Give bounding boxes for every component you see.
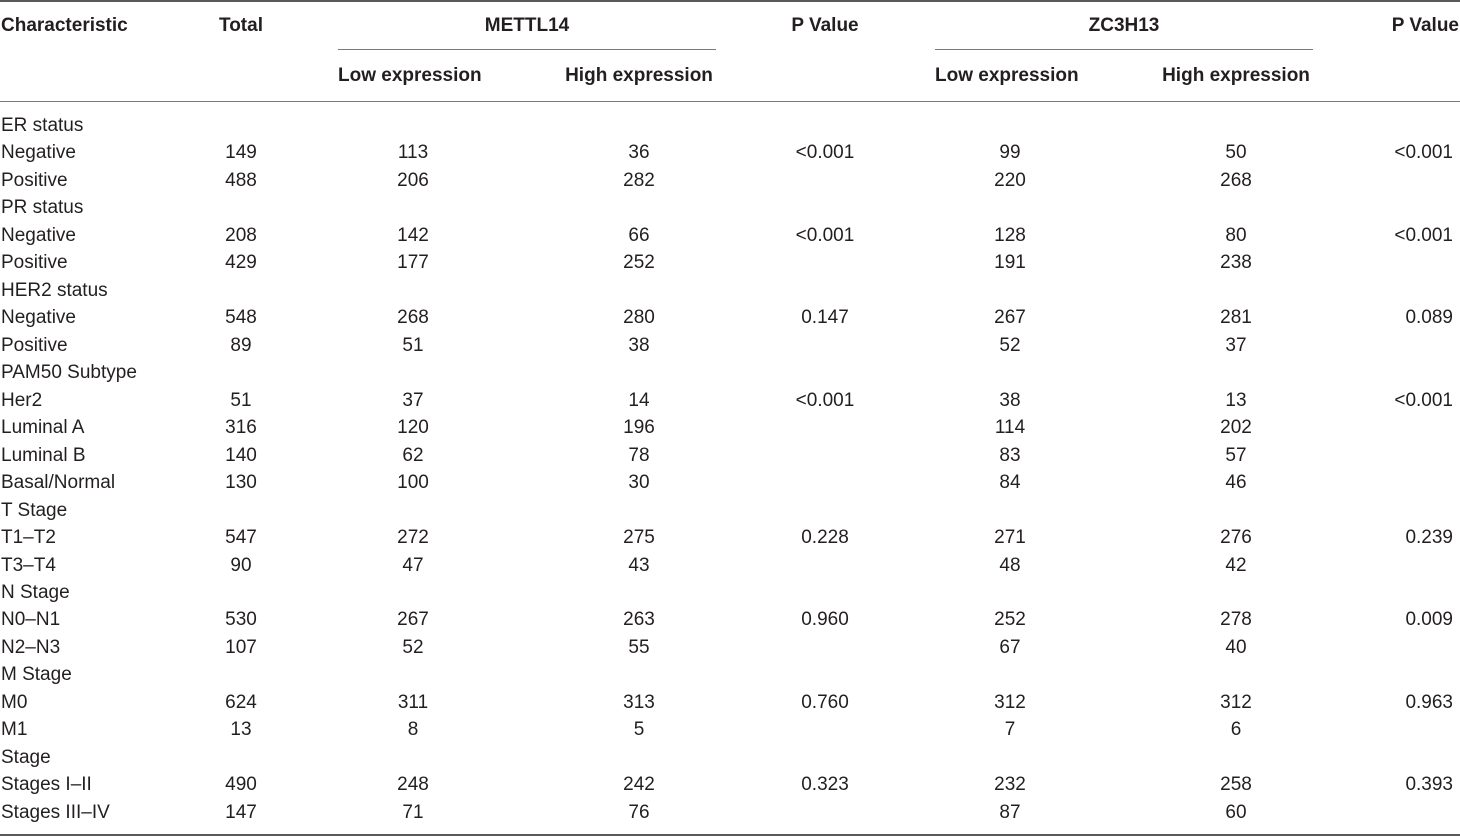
cell-mettl14-high: 282 bbox=[623, 170, 655, 191]
cell-zc3h13-low: 48 bbox=[999, 555, 1021, 576]
cell-mettl14-high: 76 bbox=[628, 802, 650, 823]
row-label: T3–T4 bbox=[1, 555, 56, 576]
cell-mettl14-high: 275 bbox=[623, 527, 655, 548]
cell-zc3h13-pvalue: <0.001 bbox=[1394, 390, 1453, 411]
cell-zc3h13-high: 42 bbox=[1225, 555, 1247, 576]
group-label: ER status bbox=[1, 115, 84, 136]
cell-zc3h13-high: 6 bbox=[1230, 719, 1242, 740]
cell-mettl14-low: 52 bbox=[402, 637, 424, 658]
row-label: T1–T2 bbox=[1, 527, 56, 548]
cell-total: 208 bbox=[225, 225, 257, 246]
cell-total: 548 bbox=[225, 307, 257, 328]
cell-mettl14-pvalue: 0.760 bbox=[801, 692, 849, 713]
cell-mettl14-high: 313 bbox=[623, 692, 655, 713]
cell-zc3h13-pvalue: 0.393 bbox=[1405, 774, 1453, 795]
group-label: Stage bbox=[1, 747, 51, 768]
cell-zc3h13-pvalue: 0.239 bbox=[1405, 527, 1453, 548]
cell-mettl14-high: 5 bbox=[633, 719, 645, 740]
row-label: Positive bbox=[1, 170, 68, 191]
cell-mettl14-low: 62 bbox=[402, 445, 424, 466]
cell-zc3h13-low: 267 bbox=[994, 307, 1026, 328]
cell-mettl14-high: 38 bbox=[628, 335, 650, 356]
cell-mettl14-low: 177 bbox=[397, 252, 429, 273]
row-label: Basal/Normal bbox=[1, 472, 116, 493]
header-gene-zc3h13: ZC3H13 bbox=[1088, 15, 1160, 36]
header-mettl14-low: Low expression bbox=[338, 65, 482, 86]
cell-total: 316 bbox=[225, 417, 257, 438]
row-label: Luminal B bbox=[1, 445, 86, 466]
cell-zc3h13-low: 83 bbox=[999, 445, 1021, 466]
cell-mettl14-low: 37 bbox=[402, 390, 424, 411]
cell-total: 624 bbox=[225, 692, 257, 713]
cell-zc3h13-low: 87 bbox=[999, 802, 1021, 823]
cell-total: 488 bbox=[225, 170, 257, 191]
cell-mettl14-pvalue: 0.147 bbox=[801, 307, 849, 328]
header-characteristic: Characteristic bbox=[1, 15, 128, 36]
cell-mettl14-high: 14 bbox=[628, 390, 650, 411]
cell-zc3h13-pvalue: <0.001 bbox=[1394, 225, 1453, 246]
zc3h13-underline bbox=[935, 49, 1313, 50]
cell-mettl14-low: 206 bbox=[397, 170, 429, 191]
cell-zc3h13-low: 220 bbox=[994, 170, 1026, 191]
cell-mettl14-pvalue: <0.001 bbox=[795, 390, 855, 411]
cell-mettl14-pvalue: 0.960 bbox=[801, 609, 849, 630]
cell-mettl14-low: 311 bbox=[397, 692, 429, 713]
cell-mettl14-high: 263 bbox=[623, 609, 655, 630]
cell-zc3h13-high: 13 bbox=[1225, 390, 1247, 411]
cell-zc3h13-low: 271 bbox=[994, 527, 1026, 548]
cell-mettl14-high: 43 bbox=[628, 555, 650, 576]
cell-mettl14-pvalue: 0.323 bbox=[801, 774, 849, 795]
cell-mettl14-high: 242 bbox=[623, 774, 655, 795]
cell-total: 51 bbox=[230, 390, 252, 411]
cell-mettl14-high: 196 bbox=[623, 417, 655, 438]
cell-zc3h13-low: 114 bbox=[994, 417, 1026, 438]
cell-mettl14-pvalue: 0.228 bbox=[801, 527, 849, 548]
cell-zc3h13-high: 40 bbox=[1225, 637, 1247, 658]
cell-mettl14-high: 30 bbox=[628, 472, 650, 493]
row-label: M0 bbox=[1, 692, 28, 713]
row-label: Stages III–IV bbox=[1, 802, 110, 823]
cell-zc3h13-pvalue: <0.001 bbox=[1394, 142, 1453, 163]
cell-zc3h13-low: 128 bbox=[994, 225, 1026, 246]
row-label: Her2 bbox=[1, 390, 43, 411]
cell-total: 429 bbox=[225, 252, 257, 273]
cell-mettl14-high: 78 bbox=[628, 445, 650, 466]
cell-total: 13 bbox=[230, 719, 252, 740]
cell-mettl14-low: 120 bbox=[397, 417, 429, 438]
group-label: T Stage bbox=[1, 500, 68, 521]
cell-total: 547 bbox=[225, 527, 257, 548]
cell-zc3h13-high: 50 bbox=[1225, 142, 1247, 163]
cell-mettl14-low: 47 bbox=[402, 555, 424, 576]
row-label: Negative bbox=[1, 225, 76, 246]
cell-total: 149 bbox=[225, 142, 257, 163]
cell-total: 147 bbox=[225, 802, 257, 823]
cell-zc3h13-pvalue: 0.089 bbox=[1405, 307, 1453, 328]
header-pvalue-mettl14: P Value bbox=[791, 15, 859, 36]
cell-total: 140 bbox=[225, 445, 257, 466]
row-label: Negative bbox=[1, 142, 76, 163]
cell-zc3h13-low: 38 bbox=[999, 390, 1021, 411]
cell-mettl14-high: 280 bbox=[623, 307, 655, 328]
cell-mettl14-low: 142 bbox=[397, 225, 429, 246]
cell-mettl14-high: 55 bbox=[628, 637, 650, 658]
cell-mettl14-low: 51 bbox=[402, 335, 424, 356]
cell-mettl14-low: 267 bbox=[397, 609, 429, 630]
cell-mettl14-high: 66 bbox=[628, 225, 650, 246]
cell-zc3h13-high: 276 bbox=[1220, 527, 1252, 548]
row-label: Positive bbox=[1, 252, 68, 273]
cell-zc3h13-high: 278 bbox=[1220, 609, 1252, 630]
mettl14-underline bbox=[338, 49, 716, 50]
cell-zc3h13-low: 191 bbox=[994, 252, 1026, 273]
cell-zc3h13-high: 281 bbox=[1220, 307, 1252, 328]
cell-zc3h13-high: 202 bbox=[1220, 417, 1252, 438]
row-label: Negative bbox=[1, 307, 76, 328]
cell-zc3h13-pvalue: 0.009 bbox=[1405, 609, 1453, 630]
cell-mettl14-low: 272 bbox=[397, 527, 429, 548]
header-rule bbox=[0, 101, 1460, 102]
cell-zc3h13-high: 57 bbox=[1225, 445, 1247, 466]
cell-mettl14-low: 71 bbox=[402, 802, 424, 823]
cell-zc3h13-low: 312 bbox=[994, 692, 1026, 713]
cell-zc3h13-low: 232 bbox=[994, 774, 1026, 795]
cell-zc3h13-low: 67 bbox=[999, 637, 1021, 658]
cell-zc3h13-low: 84 bbox=[999, 472, 1021, 493]
cell-mettl14-high: 36 bbox=[628, 142, 650, 163]
header-mettl14-high: High expression bbox=[565, 65, 713, 86]
row-label: N0–N1 bbox=[1, 609, 61, 630]
cell-zc3h13-high: 312 bbox=[1220, 692, 1252, 713]
header-gene-mettl14: METTL14 bbox=[484, 15, 570, 36]
cell-zc3h13-high: 80 bbox=[1225, 225, 1247, 246]
cell-zc3h13-pvalue: 0.963 bbox=[1405, 692, 1453, 713]
bottom-rule bbox=[0, 834, 1460, 836]
group-label: PR status bbox=[1, 197, 84, 218]
cell-total: 90 bbox=[230, 555, 252, 576]
cell-mettl14-low: 248 bbox=[397, 774, 429, 795]
cell-mettl14-pvalue: <0.001 bbox=[795, 225, 855, 246]
cell-mettl14-pvalue: <0.001 bbox=[795, 142, 855, 163]
cell-zc3h13-high: 258 bbox=[1220, 774, 1252, 795]
top-rule bbox=[0, 0, 1460, 2]
cell-total: 89 bbox=[230, 335, 252, 356]
header-pvalue-zc3h13: P Value bbox=[1391, 15, 1459, 36]
row-label: Luminal A bbox=[1, 417, 85, 438]
row-label: M1 bbox=[1, 719, 28, 740]
header-zc3h13-high: High expression bbox=[1162, 65, 1310, 86]
group-label: HER2 status bbox=[1, 280, 108, 301]
header-zc3h13-low: Low expression bbox=[935, 65, 1079, 86]
cell-zc3h13-low: 7 bbox=[1004, 719, 1016, 740]
cell-total: 490 bbox=[225, 774, 257, 795]
cell-total: 130 bbox=[225, 472, 257, 493]
cell-zc3h13-high: 37 bbox=[1225, 335, 1247, 356]
row-label: Stages I–II bbox=[1, 774, 92, 795]
cell-total: 530 bbox=[225, 609, 257, 630]
header-total: Total bbox=[219, 15, 263, 36]
row-label: Positive bbox=[1, 335, 68, 356]
group-label: N Stage bbox=[1, 582, 70, 603]
group-label: PAM50 Subtype bbox=[1, 362, 137, 383]
cell-mettl14-low: 8 bbox=[407, 719, 419, 740]
cell-zc3h13-high: 268 bbox=[1220, 170, 1252, 191]
cell-zc3h13-low: 252 bbox=[994, 609, 1026, 630]
cell-mettl14-low: 100 bbox=[397, 472, 429, 493]
cell-zc3h13-low: 99 bbox=[999, 142, 1021, 163]
cell-zc3h13-high: 238 bbox=[1220, 252, 1252, 273]
cell-zc3h13-low: 52 bbox=[999, 335, 1021, 356]
cell-mettl14-high: 252 bbox=[623, 252, 655, 273]
cell-total: 107 bbox=[225, 637, 257, 658]
cell-mettl14-low: 268 bbox=[397, 307, 429, 328]
cell-zc3h13-high: 46 bbox=[1225, 472, 1247, 493]
cell-mettl14-low: 113 bbox=[397, 142, 429, 163]
group-label: M Stage bbox=[1, 664, 72, 685]
cell-zc3h13-high: 60 bbox=[1225, 802, 1247, 823]
row-label: N2–N3 bbox=[1, 637, 61, 658]
